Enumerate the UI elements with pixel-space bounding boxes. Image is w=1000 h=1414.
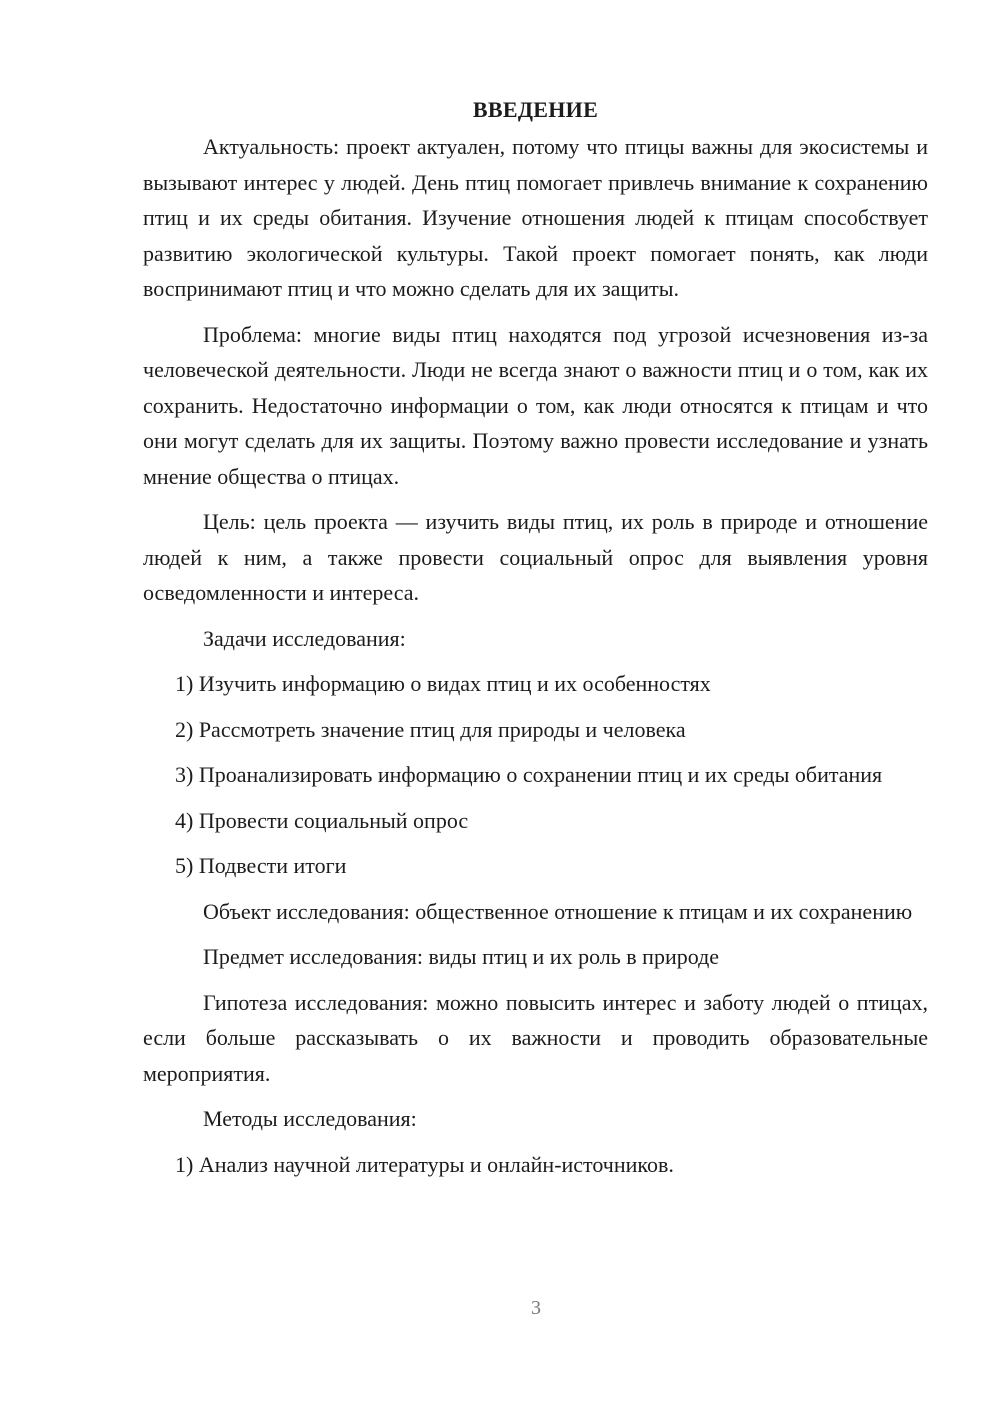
object-paragraph: Объект исследования: общественное отношение к птицам и их сохранению <box>203 898 913 924</box>
task-item: 5) Подвести итоги <box>175 853 347 878</box>
hypothesis-paragraph: Гипотеза исследования: можно повысить интерес и заботу людей о птицах, если больше рассказывать о их важности и проводить образовательные мероприятия. <box>143 989 928 1086</box>
relevance-paragraph: Актуальность: проект актуален, потому что птицы важны для экосистемы и вызывают интерес у людей. День птиц помогает привлечь внимание к сохранению птиц и их среды обитания. Изучение отношения людей к птицам способствует развитию экологической культуры. Такой проект помогает понять, как люди воспринимают птиц и что можно сделать для их защиты. <box>143 134 928 301</box>
task-item: 4) Провести социальный опрос <box>175 807 469 833</box>
page-number: 3 <box>531 1297 541 1319</box>
task-item: 2) Рассмотреть значение птиц для природы и человека <box>175 716 686 742</box>
section-title: ВВЕДЕНИЕ <box>472 97 599 122</box>
subject-paragraph: Предмет исследования: виды птиц и их роль в природе <box>203 944 720 969</box>
document-page <box>143 94 928 1192</box>
task-item: 3) Проанализировать информацию о сохранении птиц и их среды обитания <box>175 762 883 787</box>
goal-paragraph: Цель: цель проекта — изучить виды птиц, их роль в природе и отношение людей к ним, а также провести социальный опрос для выявления уровня осведомленности и интереса. <box>143 509 928 605</box>
task-item: 1) Изучить информацию о видах птиц и их особенностях <box>175 671 711 696</box>
method-item: 1) Анализ научной литературы и онлайн-источников. <box>175 1151 674 1177</box>
methods-heading: Методы исследования: <box>203 1106 417 1131</box>
tasks-heading: Задачи исследования: <box>203 625 406 651</box>
problem-paragraph: Проблема: многие виды птиц находятся под угрозой исчезновения из-за человеческой деятельности. Люди не всегда знают о важности птиц и о том, как их сохранить. Недостаточно информации о том, как люди относятся к птицам и что они могут сделать для их защиты. Поэтому важно провести исследование и узнать мнение общества о птицах. <box>143 321 928 489</box>
